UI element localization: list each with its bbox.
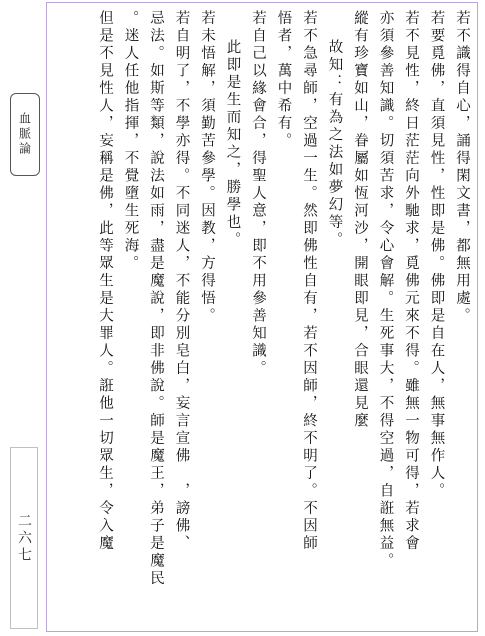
text-line: 亦須參善知識。切須苦求，令心會解。生死事大，不得空過，自誑無益。 (377, 10, 394, 570)
text-line: 若不識得自心，誦得閑文書，都無用處。 (454, 10, 470, 325)
text-line: 故知：有為之法如夢幻等。 (326, 39, 343, 249)
chapter-tab-label: 血脈論 (10, 93, 40, 176)
text-line: 忌法。如斯等類，說法如雨，盡是魔說，即非佛說。師是魔王，弟子是魔民 (148, 10, 164, 588)
text-line: 若不急尋師，空過一生。然即佛性自有，若不因師，終不明了。不因師 (301, 10, 317, 553)
text-line: 但是不見性人，妄稱是佛，此等眾生是大罪人。誑他一切眾生，令入魔 (97, 10, 113, 553)
page-number: 二六七 (10, 447, 38, 629)
text-line: 若自己以緣會合，得聖人意，即不用參善知識。 (250, 10, 266, 378)
text-line: 悟者，萬中希有。 (275, 10, 292, 150)
scripture-text-body (50, 10, 474, 628)
text-line: 此即是生而知之，勝學也。 (224, 39, 241, 249)
text-line: 若未悟解，須勤苦參學。因教，方得悟。 (199, 10, 215, 325)
text-line: 若不見性，終日茫茫向外馳求，覓佛元來不得。雖無一物可得，若求會 (403, 10, 419, 553)
text-line: 縱有珍寶如山，眷屬如恆河沙，開眼即見，合眼還見麼 (352, 10, 368, 430)
text-line: 若自明了，不學亦得。不同迷人，不能分別皂白，妄言宣佛 ，謗佛、 (173, 10, 190, 553)
text-line: 。迷人任他指揮，不覺墮生死海。 (122, 10, 139, 273)
text-line: 若要覓佛，直須見性，性即是佛。佛即是自在人，無事無作人。 (428, 10, 445, 500)
